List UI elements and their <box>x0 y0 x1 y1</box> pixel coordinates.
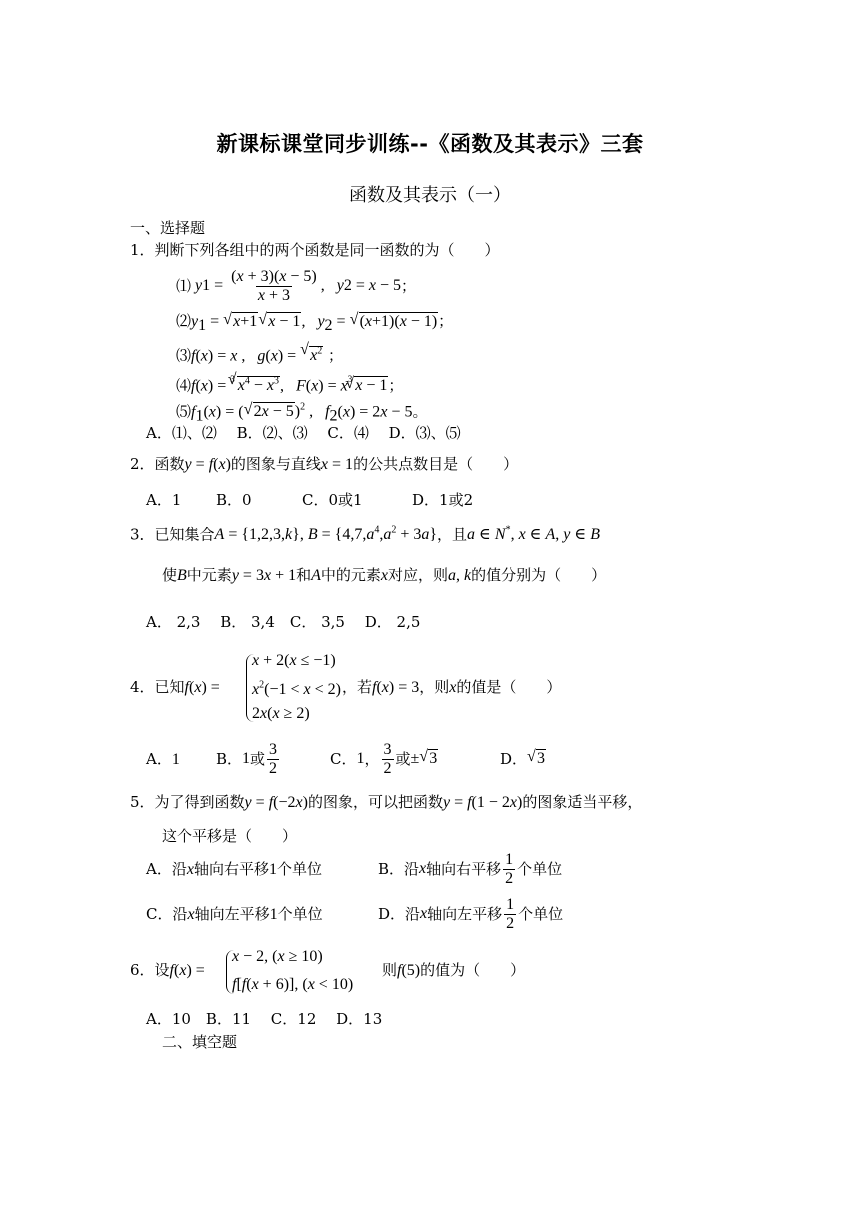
q6-case-2: f[f(x + 6)], (x < 10) <box>232 976 354 993</box>
q2-option-d: D．1或2 <box>412 491 474 509</box>
q1-item-5: $⑸f_1(x)$ = (√ 2x − 5)$^2$ , $f_2(x) = 2x - 5$。 <box>176 398 427 426</box>
q6-stem-left: 6．设f(x) = <box>130 961 205 979</box>
q4-option-b: B． 1 或 $\frac{3}{2}$ <box>216 740 278 777</box>
q3-stem: 3．已知集合A = {1,2,3,k}, $B = \{4,7,a^4,a^2 + 3a\}$，且a ∈ N*, x ∈ A, y ∈ B <box>130 525 601 544</box>
q5-option-b: B．沿 x 轴向右平移 $\frac{1}{2}$ 个单位 <box>378 850 563 887</box>
q4-case-3: 2x(x ≥ 2) <box>252 705 310 722</box>
q5-stem: 5．为了得到函数y = f(−2x)的图象，可以把函数y = f(1 − 2x)的图象适当平移， <box>130 793 643 811</box>
q5-option-d: D．沿 x 轴向左平移 $\frac{1}{2}$ 个单位 <box>378 895 564 932</box>
q4-stem-left: 4．已知f(x) = <box>130 678 220 696</box>
section-choice-heading: 一、选择题 <box>130 219 206 237</box>
q6-case-1: x − 2, (x ≥ 10) <box>232 948 323 965</box>
q1-item-1: ⑴ y 1 = $\frac{(x + 3)(x - 5)}{x + 3}$ , y 2 = x − 5 ； <box>176 267 417 304</box>
q2-option-a: A．1 <box>146 491 182 509</box>
q1-item-2: $⑵y_1$ = √ x+1√ x − 1, $y_2$ = √ (x+1)(x − 1)； <box>176 311 453 336</box>
main-title: 新课标课堂同步训练--《函数及其表示》三套 <box>216 132 644 156</box>
section-fill-heading: 二、填空题 <box>162 1033 238 1051</box>
q5-option-c: C．沿x轴向左平移1个单位 <box>146 904 323 923</box>
q1-stem: 1．判断下列各组中的两个函数是同一函数的为（ ） <box>130 241 500 259</box>
q4-option-a: A．1 <box>146 749 180 768</box>
q5-options-row2 <box>146 893 563 935</box>
q5-option-a: A．沿x轴向右平移1个单位 <box>146 859 322 878</box>
q4-option-d: D． √ 3 <box>500 749 546 769</box>
q2-stem: 2．函数y = f(x)的图象与直线x = 1的公共点数目是（ ） <box>130 455 519 473</box>
q1-item-3: ⑶f(x) = x , g(x) = √ $x^2$ ； <box>176 342 343 366</box>
q3-options: A． 2,3 B． 3,4 C． 3,5 D． 2,5 <box>146 613 421 631</box>
q6-stem-right: 则f(5)的值为（ ） <box>382 961 526 979</box>
q4-case-2: $x^2(-1 < x < 2)$ <box>252 680 341 699</box>
q2-option-b: B．0 <box>216 491 252 509</box>
subtitle: 函数及其表示（一） <box>349 185 511 206</box>
q4-option-c: C． 1 ， $\frac{3}{2}$ 或 ± √ 3 <box>330 741 500 778</box>
q3-stem-line2: 使B中元素y = 3x + 1和A中的元素x对应，则a, k的值分别为（ ） <box>162 566 607 584</box>
q5-stem-line2: 这个平移是（ ） <box>162 827 298 845</box>
q4-stem-right: ，若f(x) = 3，则x的值是（ ） <box>342 678 562 696</box>
q1-options: A．⑴、⑵ B．⑵、⑶ C．⑷ D．⑶、⑸ <box>146 424 461 442</box>
q1-item-4: ⑷f(x) = $^3$√ $x^4 - x^3$, $F(x) = x^3√$ x − 1； <box>176 372 403 397</box>
q4-case-1: x + 2(x ≤ −1) <box>252 652 336 669</box>
q5-options-row1 <box>146 848 562 890</box>
q6-options: A．10 B．11 C．12 D．13 <box>146 1010 383 1028</box>
q2-option-c: C．0或1 <box>302 491 363 509</box>
q4-options <box>146 738 546 780</box>
q2-options <box>146 490 473 510</box>
